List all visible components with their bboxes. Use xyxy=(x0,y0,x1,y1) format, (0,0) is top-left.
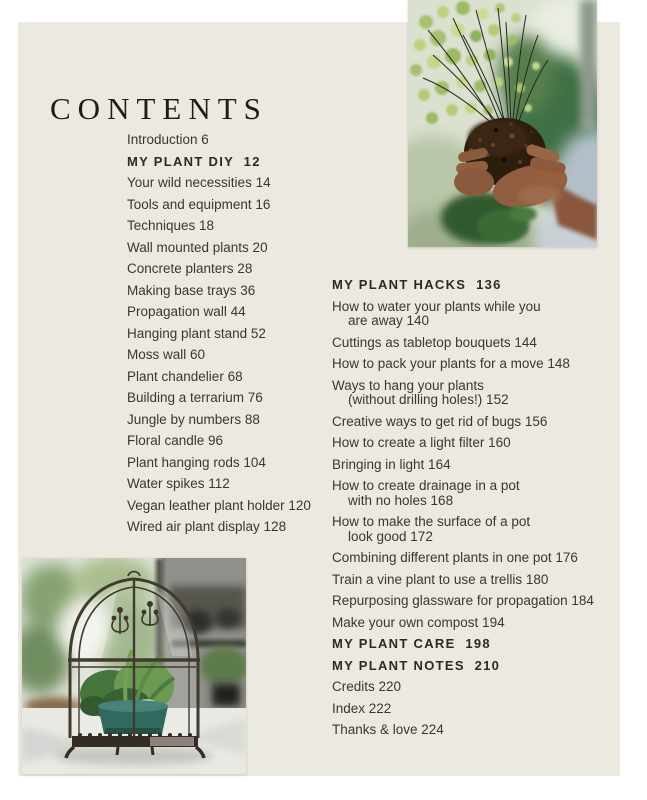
toc-line: Wall mounted plants 20 xyxy=(127,239,268,255)
toc-entry xyxy=(332,479,617,508)
toc-entry xyxy=(332,379,617,408)
toc-right-column xyxy=(332,278,617,745)
toc-entry xyxy=(332,300,617,329)
toc-entry xyxy=(332,436,617,451)
toc-line: Water spikes 112 xyxy=(127,476,230,491)
toc-line: with no holes 168 xyxy=(348,492,454,508)
toc-line: Moss wall 60 xyxy=(127,347,206,362)
toc-entry xyxy=(127,499,357,514)
toc-section-header xyxy=(127,155,357,170)
toc-line: Jungle by numbers 88 xyxy=(127,411,260,427)
toc-entry xyxy=(127,198,357,213)
toc-entry xyxy=(332,458,617,473)
toc-entry xyxy=(127,284,357,299)
toc-line: Building a terrarium 76 xyxy=(127,390,263,405)
toc-left-column xyxy=(127,133,357,542)
toc-section-header xyxy=(332,637,617,652)
toc-entry xyxy=(127,305,357,320)
toc-line: MY PLANT NOTES 210 xyxy=(332,657,501,673)
toc-line: Plant hanging rods 104 xyxy=(127,454,266,470)
toc-entry xyxy=(332,515,617,544)
toc-line: Make your own compost 194 xyxy=(332,614,505,630)
page-title: CONTENTS xyxy=(50,90,268,126)
toc-entry xyxy=(127,391,357,406)
toc-line: Propagation wall 44 xyxy=(127,304,246,319)
toc-line: Credits 220 xyxy=(332,679,402,694)
toc-entry xyxy=(127,520,357,535)
toc-line: MY PLANT DIY 12 xyxy=(127,153,261,169)
toc-line: Creative ways to get rid of bugs 156 xyxy=(332,413,548,429)
toc-entry xyxy=(332,551,617,566)
toc-entry xyxy=(127,370,357,385)
toc-line: Ways to hang your plants xyxy=(332,377,484,393)
toc-line: Thanks & love 224 xyxy=(332,722,444,737)
toc-line: Making base trays 36 xyxy=(127,282,256,298)
toc-line: Combining different plants in one pot 176 xyxy=(332,550,578,565)
toc-line: Introduction 6 xyxy=(127,132,209,147)
toc-line: Tools and equipment 16 xyxy=(127,196,271,212)
toc-line: MY PLANT HACKS 136 xyxy=(332,277,502,292)
toc-entry xyxy=(127,434,357,449)
toc-entry xyxy=(332,680,617,695)
toc-line: Techniques 18 xyxy=(127,218,215,233)
toc-entry xyxy=(332,702,617,717)
toc-line: Vegan leather plant holder 120 xyxy=(127,497,311,513)
toc-line: Cuttings as tabletop bouquets 144 xyxy=(332,334,537,350)
terrarium-illustration xyxy=(22,558,246,774)
toc-line: MY PLANT CARE 198 xyxy=(332,636,491,651)
toc-entry xyxy=(127,133,357,148)
toc-entry xyxy=(127,477,357,492)
toc-line: How to make the surface of a pot xyxy=(332,514,531,529)
toc-line: How to pack your plants for a move 148 xyxy=(332,356,570,371)
toc-line: Concrete planters 28 xyxy=(127,261,253,276)
toc-entry xyxy=(127,219,357,234)
toc-line: Repurposing glassware for propagation 184 xyxy=(332,593,594,608)
photo-hands-holding-plant xyxy=(408,0,597,247)
toc-line: Floral candle 96 xyxy=(127,433,224,448)
toc-entry xyxy=(127,456,357,471)
hands-plant-illustration xyxy=(408,0,597,247)
toc-entry xyxy=(332,415,617,430)
toc-line: are away 140 xyxy=(348,313,430,328)
toc-section-header xyxy=(332,278,617,293)
toc-entry xyxy=(332,723,617,738)
toc-line: Plant chandelier 68 xyxy=(127,368,243,384)
toc-line: How to create drainage in a pot xyxy=(332,478,520,493)
toc-entry xyxy=(332,616,617,631)
toc-line: (without drilling holes!) 152 xyxy=(348,392,509,407)
toc-line: How to water your plants while you xyxy=(332,298,541,314)
toc-entry xyxy=(332,336,617,351)
toc-line: Index 222 xyxy=(332,700,392,716)
photo-glass-terrarium xyxy=(22,558,246,774)
toc-section-header xyxy=(332,659,617,674)
toc-entry xyxy=(127,241,357,256)
toc-line: Hanging plant stand 52 xyxy=(127,325,266,341)
toc-line: How to create a light filter 160 xyxy=(332,435,511,450)
toc-entry xyxy=(332,357,617,372)
toc-line: Your wild necessities 14 xyxy=(127,175,271,190)
toc-entry xyxy=(127,176,357,191)
toc-entry xyxy=(127,327,357,342)
toc-entry xyxy=(127,348,357,363)
toc-line: look good 172 xyxy=(348,528,433,544)
toc-line: Wired air plant display 128 xyxy=(127,519,287,534)
toc-entry xyxy=(332,594,617,609)
toc-entry xyxy=(127,262,357,277)
toc-line: Bringing in light 164 xyxy=(332,456,451,472)
toc-line: Train a vine plant to use a trellis 180 xyxy=(332,571,549,587)
toc-entry xyxy=(332,573,617,588)
toc-entry xyxy=(127,413,357,428)
